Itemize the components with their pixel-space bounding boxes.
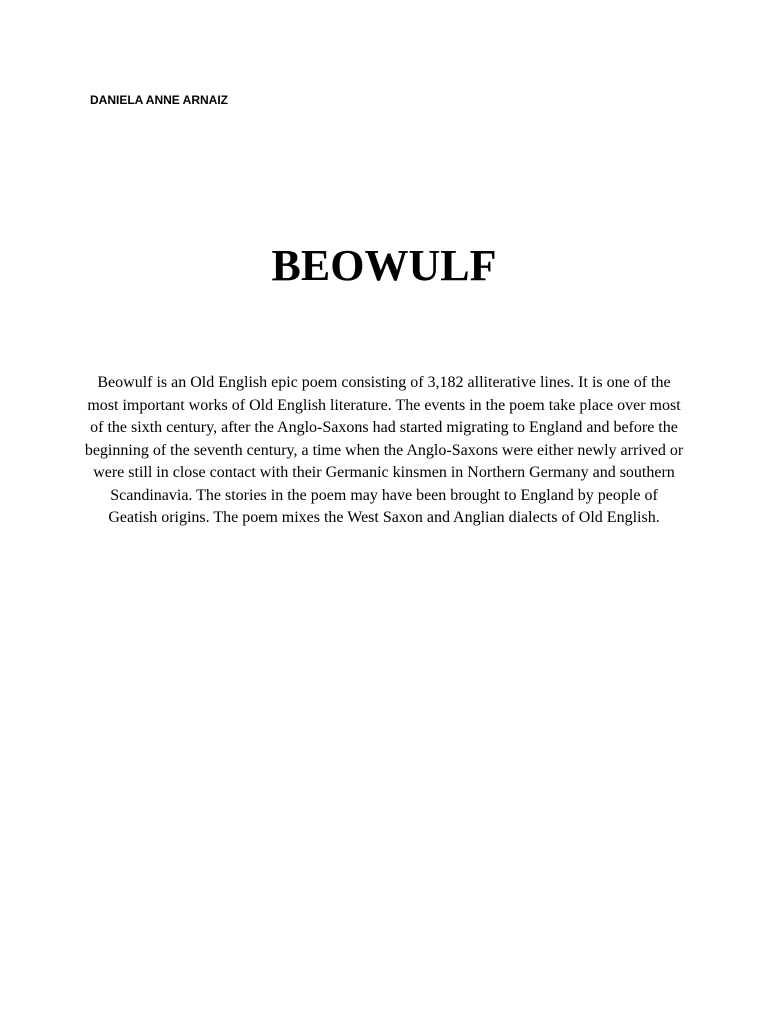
document-title: BEOWULF	[271, 241, 497, 290]
author-name: DANIELA ANNE ARNAIZ	[90, 93, 228, 107]
body-paragraph: Beowulf is an Old English epic poem consisting of 3,182 alliterative lines. It is one of the most important works of Old English literature. The events in the poem take place over most of the sixth century, after the Anglo-Saxons had started migrating to England and before the beginning of the seventh century, a time when the Anglo-Saxons were either newly arrived or were still in close contact with their Germanic kinsmen in Northern Germany and southern Scandinavia. The stories in the poem may have been brought to England by people of Geatish origins. The poem mixes the West Saxon and Anglian dialects of Old English.	[84, 374, 684, 526]
